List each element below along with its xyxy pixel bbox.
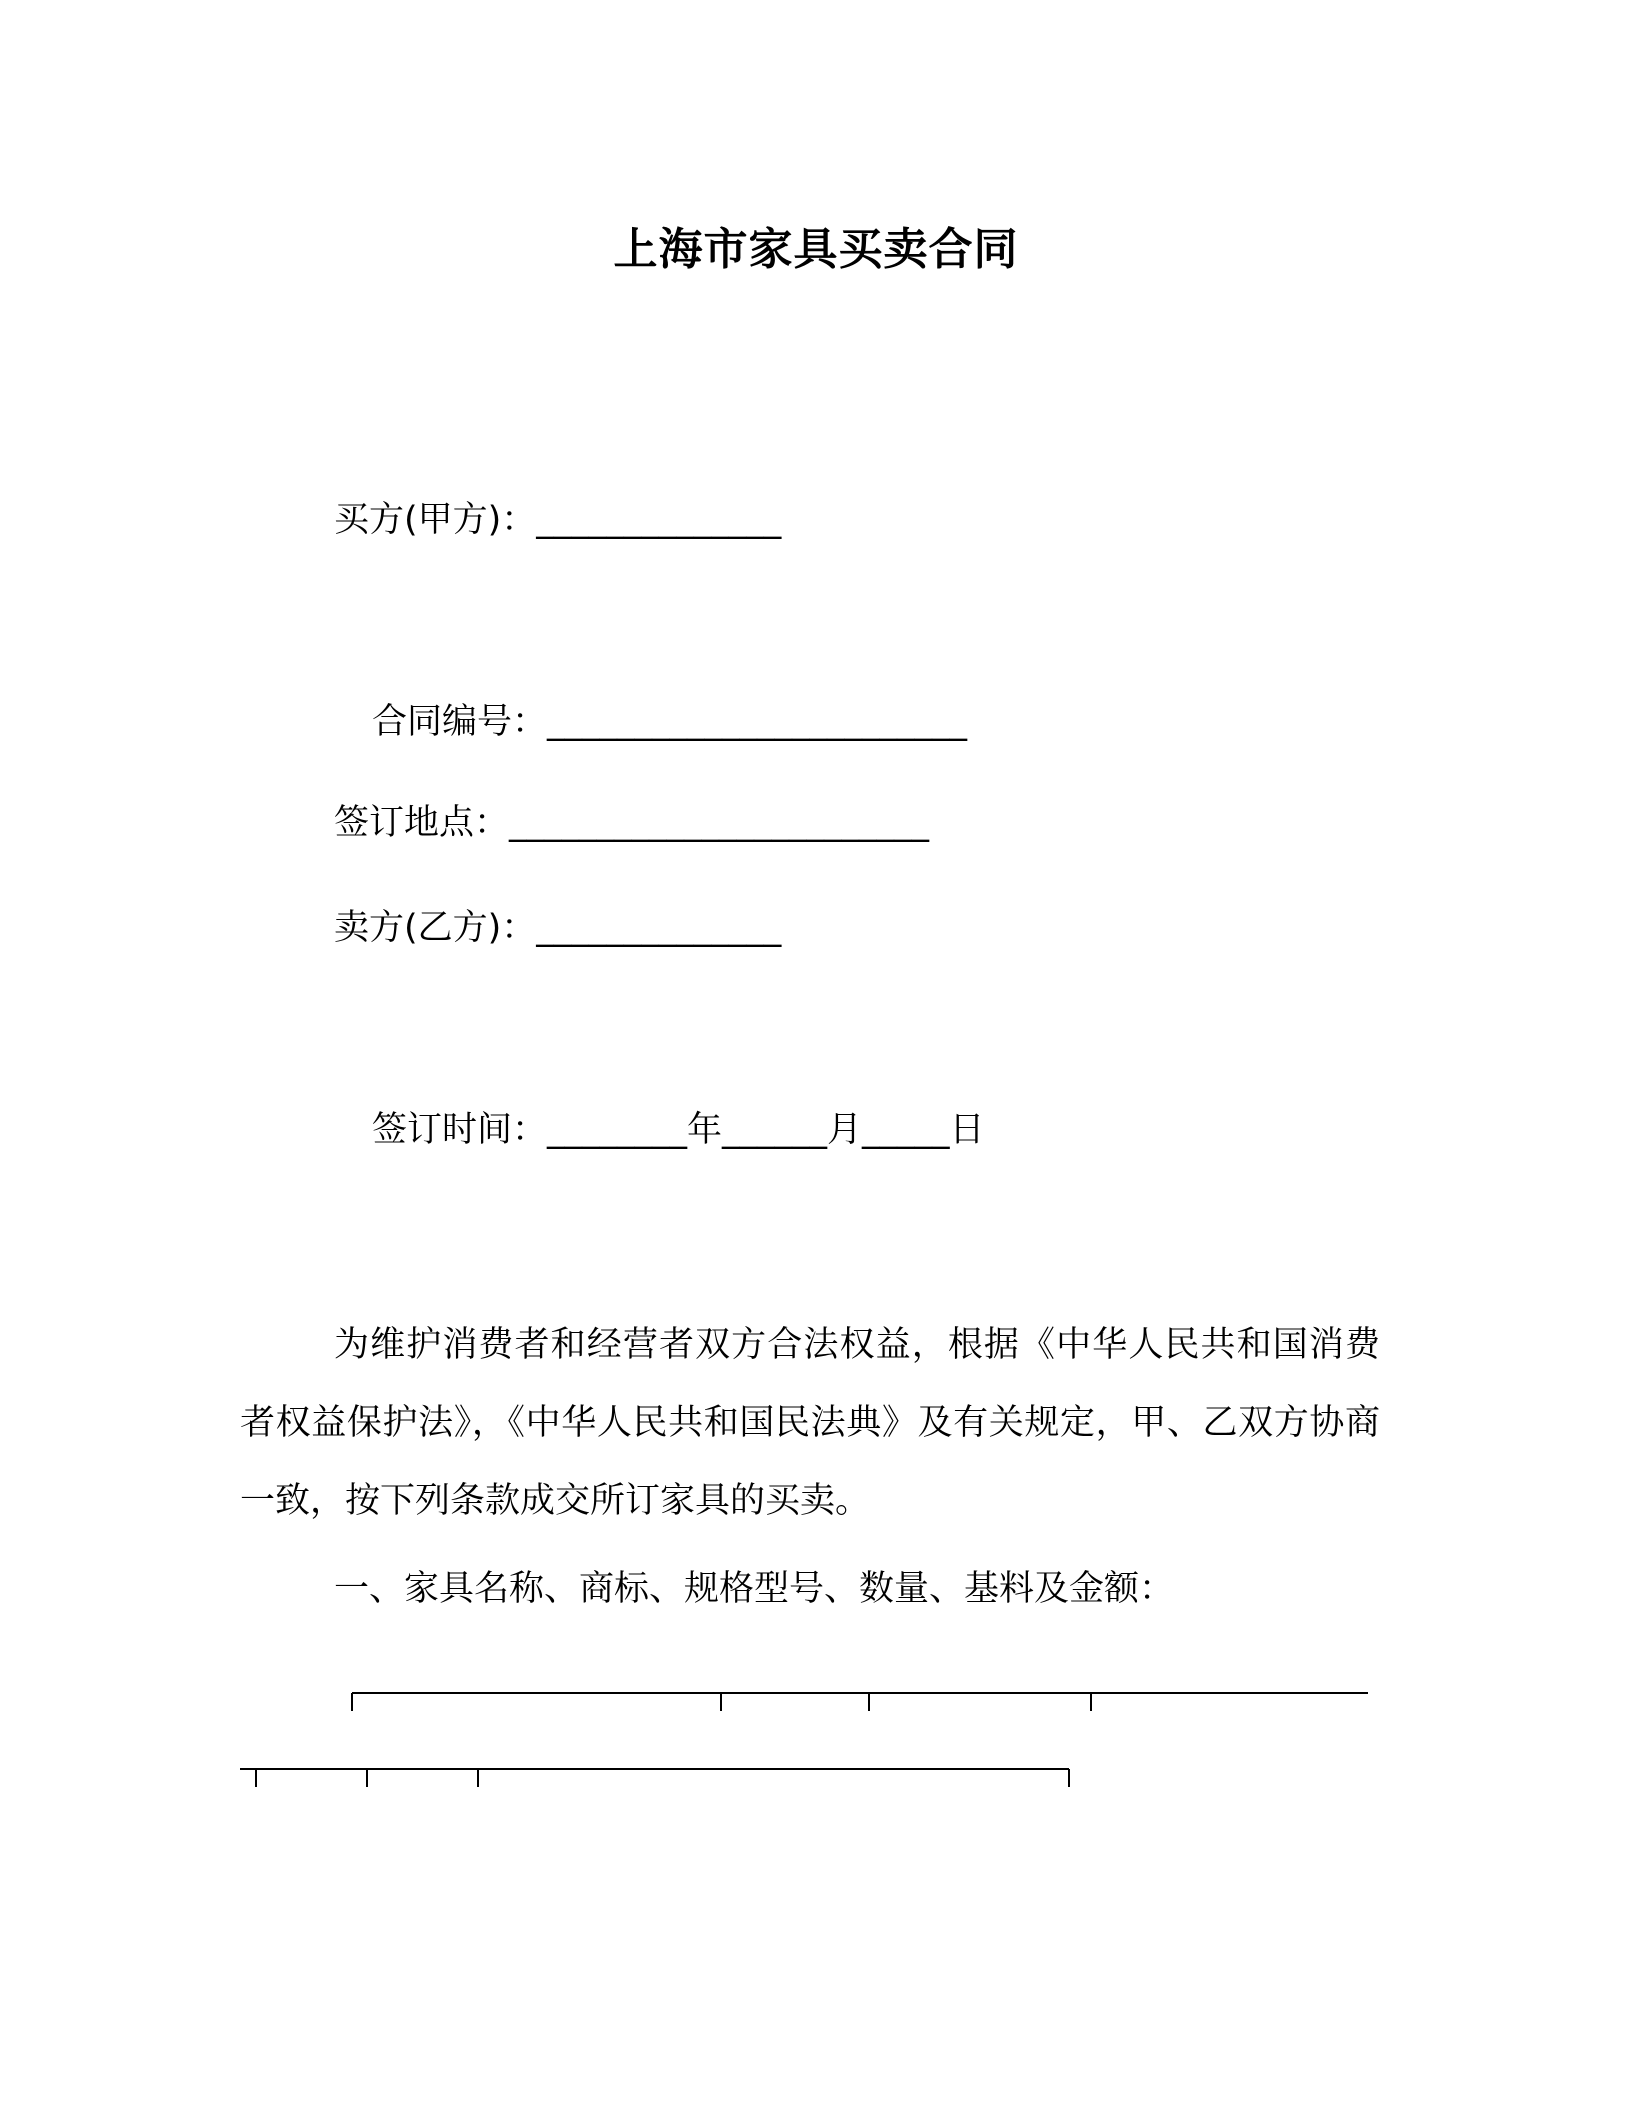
seller-field: 卖方(乙方)：______________ [334,908,782,948]
preamble-paragraph: 为维护消费者和经营者双方合法权益，根据《中华人民共和国消费者权益保护法》，《中华人民共和国民法典》及有关规定，甲、乙双方协商一致，按下列条款成交所订家具的买卖。 [240,1325,1380,1521]
buyer-field: 买方(甲方)：______________ [334,500,782,540]
sign-place-field: 签订地点：________________________ [334,803,930,843]
contract-number-field: 合同编号：________________________ [372,702,968,742]
document-title: 上海市家具买卖合同 [613,224,1019,275]
sign-time-field: 签订时间：________年______月_____日 [372,1110,985,1150]
section-1-heading: 一、家具名称、商标、规格型号、数量、基料及金额： [334,1569,1175,1609]
